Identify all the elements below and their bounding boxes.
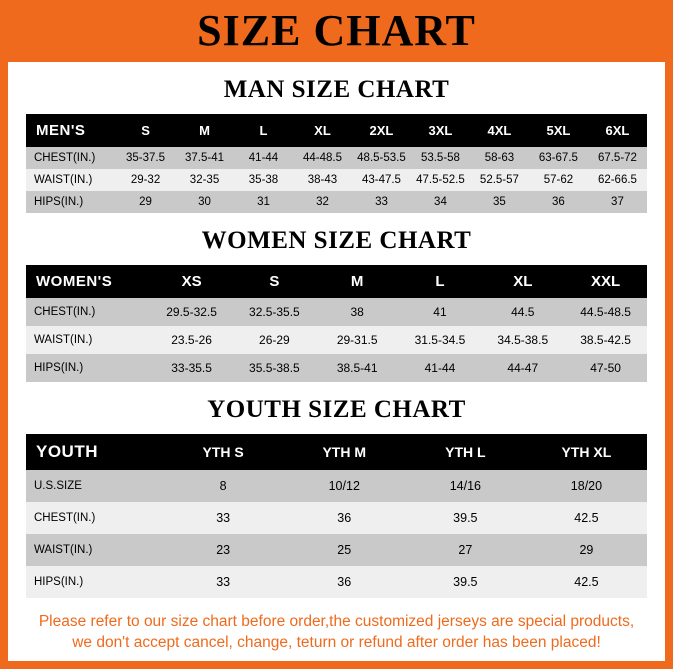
table-header-row	[26, 265, 647, 298]
table-header-row	[26, 114, 647, 147]
table-cell: 38.5-41	[336, 361, 378, 375]
table-cell: 33	[216, 511, 231, 525]
row-label: WAIST(IN.)	[34, 174, 93, 186]
man-section-title: MAN SIZE CHART	[223, 76, 450, 103]
table-row	[26, 298, 647, 326]
row-label: WAIST(IN.)	[34, 334, 93, 346]
table-row	[26, 534, 647, 566]
table-cell: 29	[139, 196, 152, 208]
table-cell: 57-62	[543, 174, 574, 186]
table-cell: 33	[375, 196, 388, 208]
row-label: HIPS(IN.)	[34, 196, 84, 208]
table-cell: 32-35	[189, 174, 220, 186]
table-cell: 42.5	[574, 511, 599, 525]
column-header: 4XL	[487, 123, 512, 138]
table-cell: 33-35.5	[171, 361, 212, 375]
table-row	[26, 470, 647, 502]
column-header: YTH M	[322, 444, 367, 460]
table-cell: 30	[198, 196, 211, 208]
row-label: CHEST(IN.)	[34, 152, 96, 164]
table-cell: 27	[458, 543, 473, 557]
table-cell: 43-47.5	[361, 174, 401, 186]
row-label: HIPS(IN.)	[34, 576, 84, 588]
table-row	[26, 354, 647, 382]
table-cell: 25	[337, 543, 352, 557]
column-header: XS	[181, 273, 202, 290]
women-size-section	[8, 227, 665, 382]
table-cell: 34	[434, 196, 447, 208]
table-cell: 44.5	[511, 305, 535, 319]
table-cell: 63-67.5	[538, 152, 578, 164]
table-cell: 35.5-38.5	[249, 361, 300, 375]
table-cell: 32.5-35.5	[249, 305, 300, 319]
table-cell: 41-44	[248, 152, 279, 164]
table-cell: 44.5-48.5	[580, 305, 631, 319]
column-header: S	[141, 123, 150, 138]
table-cell: 23.5-26	[171, 333, 212, 347]
youth-section-title: YOUTH SIZE CHART	[207, 396, 466, 423]
table-cell: 35-38	[248, 174, 279, 186]
man-size-table	[26, 114, 647, 213]
column-header: XL	[314, 123, 331, 138]
footer-note-line-1: Please refer to our size chart before order,the customized jerseys are special products,	[38, 613, 635, 630]
column-header: WOMEN'S	[36, 273, 113, 290]
footer-note	[8, 612, 665, 654]
column-header: S	[269, 273, 280, 290]
table-cell: 36	[552, 196, 565, 208]
table-cell: 29	[579, 543, 594, 557]
table-cell: 58-63	[484, 152, 515, 164]
table-cell: 67.5-72	[597, 152, 637, 164]
table-cell: 8	[219, 479, 227, 493]
table-cell: 36	[337, 575, 352, 589]
women-section-title: WOMEN SIZE CHART	[201, 227, 472, 254]
table-cell: 26-29	[259, 333, 290, 347]
table-cell: 47.5-52.5	[416, 174, 465, 186]
table-cell: 14/16	[449, 479, 481, 493]
table-cell: 38-43	[307, 174, 338, 186]
row-label: HIPS(IN.)	[34, 362, 84, 374]
table-row	[26, 326, 647, 354]
table-cell: 29.5-32.5	[166, 305, 217, 319]
table-row	[26, 147, 647, 169]
youth-size-table	[26, 434, 647, 598]
table-cell: 48.5-53.5	[357, 152, 406, 164]
table-cell: 47-50	[590, 361, 621, 375]
table-cell: 38	[350, 305, 364, 319]
table-row	[26, 191, 647, 213]
table-cell: 37.5-41	[185, 152, 225, 164]
table-row	[26, 502, 647, 534]
table-cell: 23	[216, 543, 231, 557]
table-cell: 18/20	[570, 479, 603, 493]
table-cell: 38.5-42.5	[580, 333, 631, 347]
page-banner	[0, 0, 673, 62]
column-header: 2XL	[369, 123, 394, 138]
column-header: M	[350, 273, 364, 290]
table-cell: 35	[493, 196, 506, 208]
table-cell: 36	[337, 511, 352, 525]
column-header: M	[199, 123, 210, 138]
table-cell: 33	[216, 575, 231, 589]
table-row	[26, 169, 647, 191]
table-cell: 34.5-38.5	[497, 333, 549, 347]
table-row	[26, 566, 647, 598]
women-size-table	[26, 265, 647, 382]
table-cell: 29-32	[130, 174, 161, 186]
table-cell: 41-44	[424, 361, 456, 375]
column-header: YOUTH	[36, 442, 98, 461]
column-header: YTH XL	[561, 444, 612, 460]
row-label: CHEST(IN.)	[34, 512, 96, 524]
column-header: L	[259, 123, 268, 138]
column-header: MEN'S	[36, 122, 86, 139]
table-cell: 39.5	[453, 575, 478, 589]
page-title: SIZE CHART	[197, 6, 476, 55]
column-header: 3XL	[428, 123, 453, 138]
table-cell: 44-48.5	[302, 152, 342, 164]
table-cell: 32	[316, 196, 329, 208]
column-header: XL	[513, 273, 533, 290]
row-label: WAIST(IN.)	[34, 544, 93, 556]
table-cell: 31.5-34.5	[414, 333, 466, 347]
table-cell: 41	[433, 305, 447, 319]
table-cell: 10/12	[328, 479, 360, 493]
table-cell: 62-66.5	[597, 174, 637, 186]
table-cell: 29-31.5	[336, 333, 378, 347]
table-cell: 42.5	[574, 575, 599, 589]
man-size-section	[8, 76, 665, 213]
table-header-row	[26, 434, 647, 470]
column-header: YTH L	[445, 444, 486, 460]
column-header: L	[435, 273, 445, 290]
footer-note-line-2: we don't accept cancel, change, teturn or refund after order has been placed!	[72, 633, 601, 651]
table-cell: 53.5-58	[420, 152, 460, 164]
row-label: U.S.SIZE	[34, 480, 82, 492]
youth-size-section	[8, 396, 665, 598]
table-cell: 35-37.5	[126, 152, 166, 164]
column-header: YTH S	[202, 444, 244, 460]
column-header: 6XL	[605, 123, 630, 138]
table-cell: 52.5-57	[479, 174, 519, 186]
row-label: CHEST(IN.)	[34, 306, 96, 318]
column-header: XXL	[590, 273, 621, 290]
table-cell: 31	[257, 196, 270, 208]
column-header: 5XL	[546, 123, 571, 138]
table-cell: 37	[611, 196, 624, 208]
table-cell: 39.5	[453, 511, 478, 525]
table-cell: 44-47	[507, 361, 539, 375]
bottom-accent-bar	[0, 661, 673, 669]
